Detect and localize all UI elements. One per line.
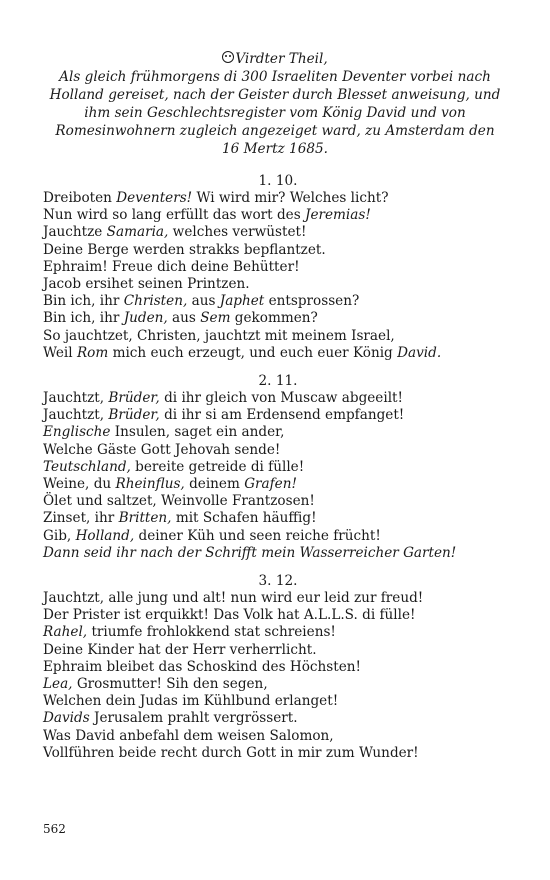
verse-text: Vollführen beide recht durch Gott in mir zum Wunder! — [43, 744, 419, 761]
verse-emphasis: Lea, — [43, 676, 73, 693]
verse-text: Nun wird so lang erfüllt das wort des — [43, 207, 305, 224]
verse-line — [43, 607, 513, 624]
verse-text: Deine Berge werden strakks bepflantzet. — [43, 241, 326, 258]
verse-emphasis: Deventers! — [116, 190, 193, 206]
verse-text: aus — [167, 310, 201, 327]
verse-emphasis: Samaria, — [106, 224, 169, 241]
verse-line — [43, 276, 513, 293]
heading-line: Holland gereiset, nach der Geister durch Blesset anweisung, und — [49, 87, 501, 103]
heading-line: 16 Mertz 1685. — [222, 141, 328, 157]
verse-line — [43, 476, 513, 493]
verse-text: gekommen? — [230, 310, 318, 327]
verse-text: Dreiboten — [43, 190, 117, 206]
verse-text: bereite getreide di fülle! — [130, 458, 305, 475]
verse-line — [43, 293, 513, 310]
verse-text: Weil — [43, 344, 77, 361]
verse-emphasis: Rom — [76, 344, 109, 361]
verse-text: Jauchtzt, — [43, 407, 109, 424]
verse-text: entsprossen? — [264, 293, 360, 310]
verse-emphasis: Rheinflus, — [115, 476, 185, 493]
verse-emphasis: Jeremias! — [305, 207, 371, 224]
verse-emphasis: Teutschland, — [43, 458, 131, 475]
stanza-lines — [43, 590, 513, 762]
verse-emphasis: David. — [397, 344, 442, 361]
verse-line — [43, 528, 513, 545]
verse-line — [43, 390, 513, 407]
verse-text: Gib, — [43, 527, 76, 544]
verse-line — [43, 659, 513, 676]
verse-emphasis: Grafen! — [244, 476, 297, 493]
stanza-3 — [43, 572, 513, 762]
verse-line — [43, 242, 513, 259]
verse-emphasis: Juden, — [123, 310, 168, 327]
verse-text: Was David anbefahl dem weisen Salomon, — [43, 727, 334, 744]
verse-line — [43, 642, 513, 659]
verse-text: mit Schafen häuffig! — [171, 510, 317, 527]
heading-line: Romesinwohnern zugleich angezeiget ward, zu Amsterdam den — [55, 123, 495, 139]
verse-text: welches verwüstet! — [168, 224, 307, 241]
verse-emphasis: Brüder, — [108, 407, 160, 424]
verse-line — [43, 545, 513, 562]
verse-text: deinem — [184, 476, 245, 493]
verse-text: Ölet und saltzet, Weinvolle Frantzosen! — [43, 493, 315, 510]
verse-line — [43, 676, 513, 693]
verse-text: Der Prister ist erquikkt! Das Volk hat A.L.L.S. di fülle! — [43, 607, 416, 624]
verse-text: Bin ich, ihr — [43, 310, 124, 327]
heading-line: ihm sein Geschlechtsregister vom König David und von — [84, 105, 466, 121]
verse-emphasis: Japhet — [219, 293, 265, 310]
verse-text: Jauchtzt, — [43, 390, 109, 406]
verse-line — [43, 328, 513, 345]
verse-text: mich euch erzeugt, und euch euer König — [108, 344, 398, 361]
verse-emphasis: Sem — [200, 310, 231, 327]
verse-text: Jauchtze — [43, 224, 107, 241]
verse-emphasis: Holland, — [75, 527, 135, 544]
verse-line — [43, 224, 513, 241]
verse-line — [43, 693, 513, 710]
verse-text: Wi wird mir? Welches licht? — [192, 190, 389, 206]
verse-line — [43, 190, 513, 207]
verse-line — [43, 407, 513, 424]
verse-text: Welche Gäste Gott Jehovah sende! — [43, 441, 281, 458]
verse-text: So jauchtzet, Christen, jauchtzt mit meinem Israel, — [43, 327, 395, 344]
verse-emphasis: Rahel, — [43, 624, 88, 641]
verse-line — [43, 745, 513, 762]
verse-emphasis: Brüder, — [108, 390, 160, 406]
stanza-number: 1. 10. — [258, 173, 298, 189]
heading-line: Als gleich frühmorgens di 300 Israeliten Deventer vorbei nach — [59, 69, 491, 85]
verse-text: Ephraim bleibet das Schoskind des Höchsten! — [43, 658, 361, 675]
stanza-1 — [43, 172, 513, 362]
verse-text: Weine, du — [43, 476, 116, 493]
verse-line — [43, 345, 513, 362]
smiley-circle-icon — [222, 51, 234, 63]
verse-text: Bin ich, ihr — [43, 293, 124, 310]
verse-emphasis: Englische — [43, 424, 111, 441]
verse-text: di ihr gleich von Muscaw abgeeilt! — [159, 390, 403, 406]
verse-text: aus — [187, 293, 220, 310]
stanza-number: 3. 12. — [258, 573, 298, 589]
verse-emphasis: Britten, — [118, 510, 172, 527]
stanza-lines — [43, 190, 513, 362]
verse-text: Ephraim! Freue dich deine Behütter! — [43, 258, 300, 275]
verse-line — [43, 310, 513, 327]
verse-text: Grosmutter! Sih den segen, — [72, 676, 268, 693]
heading-title: Virdter Theil, — [235, 51, 328, 67]
verse-line — [43, 624, 513, 641]
verse-line — [43, 728, 513, 745]
stanza-number: 2. 11. — [258, 373, 298, 389]
verse-line — [43, 442, 513, 459]
verse-text: Insulen, saget ein ander, — [110, 424, 285, 441]
page-number: 562 — [43, 822, 66, 836]
verse-emphasis: Dann seid ihr nach der Schrifft mein Wasserreicher Garten! — [43, 544, 457, 561]
verse-line — [43, 424, 513, 441]
verse-line — [43, 207, 513, 224]
verse-text: Jauchtzt, alle jung und alt! nun wird eur leid zur freud! — [43, 590, 424, 606]
verse-line — [43, 259, 513, 276]
heading-title-line — [40, 50, 510, 68]
verse-text: Deine Kinder hat der Herr verherrlicht. — [43, 641, 317, 658]
verse-line — [43, 710, 513, 727]
verse-line — [43, 510, 513, 527]
verse-line — [43, 493, 513, 510]
verse-text: Jacob ersihet seinen Printzen. — [43, 276, 250, 293]
verse-text: triumfe frohlokkend stat schreiens! — [87, 624, 336, 641]
verse-text: Welchen dein Judas im Kühlbund erlanget! — [43, 693, 339, 710]
verse-emphasis: Christen, — [123, 293, 188, 310]
verse-emphasis: Davids — [43, 710, 90, 727]
verse-text: deiner Küh und seen reiche frücht! — [134, 527, 381, 544]
verse-text: di ihr si am Erdensend empfanget! — [159, 407, 405, 424]
verse-text: Jerusalem prahlt vergrössert. — [89, 710, 298, 727]
stanza-lines — [43, 390, 513, 562]
heading — [40, 50, 510, 158]
verse-line — [43, 590, 513, 607]
verse-text: Zinset, ihr — [43, 510, 119, 527]
stanza-2 — [43, 372, 513, 562]
verse-line — [43, 459, 513, 476]
